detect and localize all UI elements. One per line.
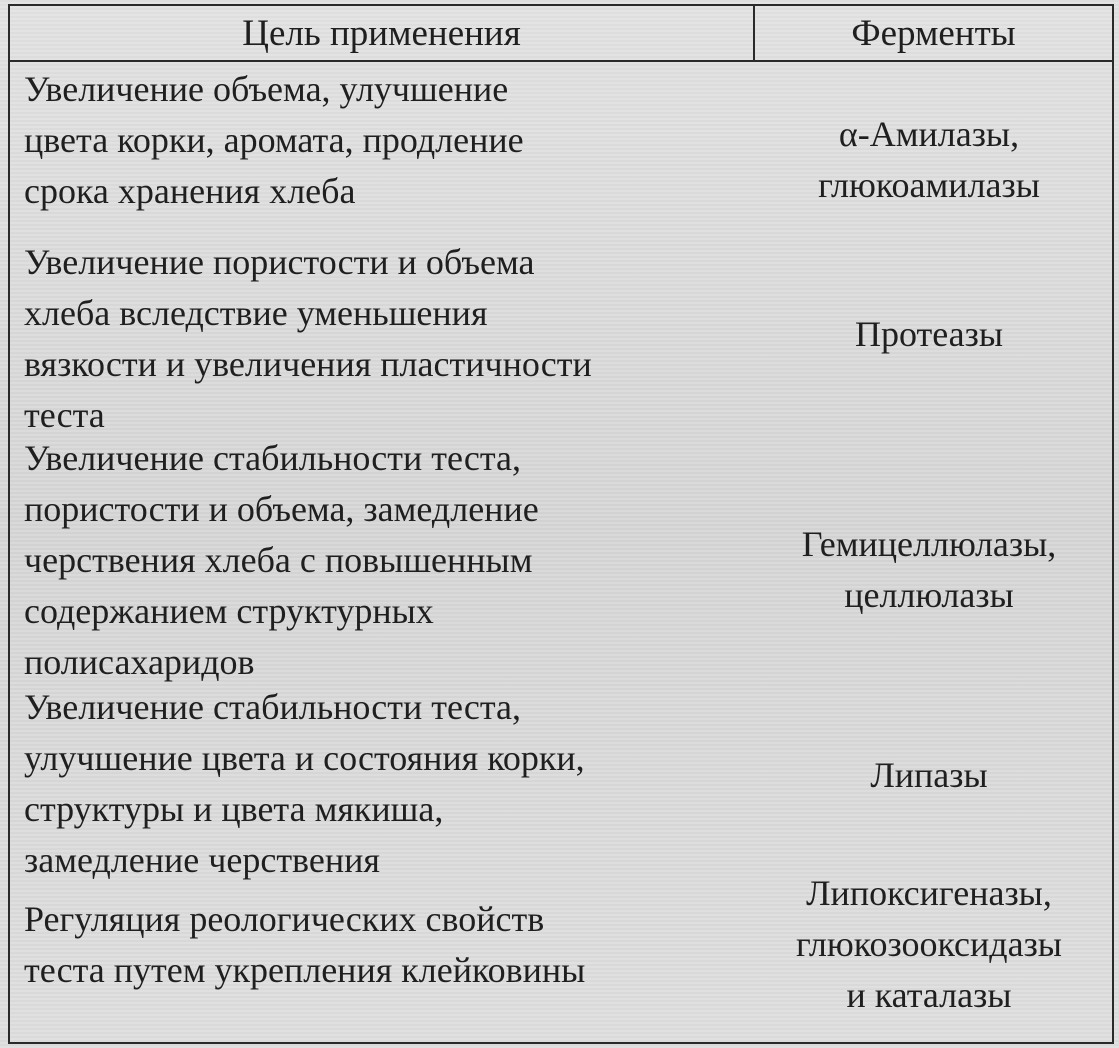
purpose-line: улучшение цвета и состояния корки,: [24, 738, 585, 778]
enzyme-line: глюкозооксидазы: [795, 924, 1062, 964]
enzyme-cell: [764, 868, 1094, 1021]
purpose-line: цвета корки, аромата, продление: [24, 120, 524, 160]
purpose-line: Увеличение пористости и объема: [24, 242, 535, 282]
enzyme-line: Липоксигеназы,: [806, 873, 1052, 913]
purpose-cell: [24, 682, 744, 886]
purpose-line: Регуляция реологических свойств: [24, 899, 545, 939]
purpose-line: пористости и объема, замедление: [24, 489, 539, 529]
enzyme-cell: [764, 109, 1094, 211]
purpose-line: полисахаридов: [24, 642, 255, 682]
enzyme-line: целлюлазы: [844, 575, 1014, 615]
purpose-line: теста путем укрепления клейковины: [24, 950, 586, 990]
purpose-line: Увеличение объема, улучшение: [24, 69, 509, 109]
purpose-line: содержанием структурных: [24, 591, 434, 631]
purpose-line: хлеба вследствие уменьшения: [24, 293, 488, 333]
enzyme-line: Гемицеллюлазы,: [801, 524, 1057, 564]
enzyme-cell: [764, 519, 1094, 621]
table-header-row: [10, 6, 1112, 62]
header-enzymes: Ферменты: [851, 12, 1016, 54]
purpose-line: Увеличение стабильности теста,: [24, 687, 521, 727]
purpose-cell: [24, 433, 744, 688]
purpose-cell: [24, 894, 744, 996]
purpose-line: вязкости и увеличения пластичности: [24, 344, 592, 384]
purpose-line: Увеличение стабильности теста,: [24, 438, 521, 478]
enzyme-line: Липазы: [870, 755, 988, 795]
purpose-cell: [24, 237, 744, 441]
enzyme-line: Протеазы: [854, 314, 1004, 354]
purpose-cell: [24, 64, 744, 217]
enzyme-cell: [764, 750, 1094, 801]
enzyme-line: глюкоамилазы: [818, 165, 1040, 205]
purpose-line: черствения хлеба с повышенным: [24, 540, 533, 580]
purpose-line: теста: [24, 395, 105, 435]
enzyme-table: [8, 4, 1114, 1044]
enzyme-line: α-Амилазы,: [838, 114, 1020, 154]
purpose-line: срока хранения хлеба: [24, 171, 356, 211]
purpose-line: замедление черствения: [24, 840, 380, 880]
enzyme-line: и каталазы: [846, 975, 1012, 1015]
header-purpose: Цель применения: [10, 6, 755, 60]
purpose-line: структуры и цвета мякиша,: [24, 789, 444, 829]
enzyme-cell: [764, 309, 1094, 360]
